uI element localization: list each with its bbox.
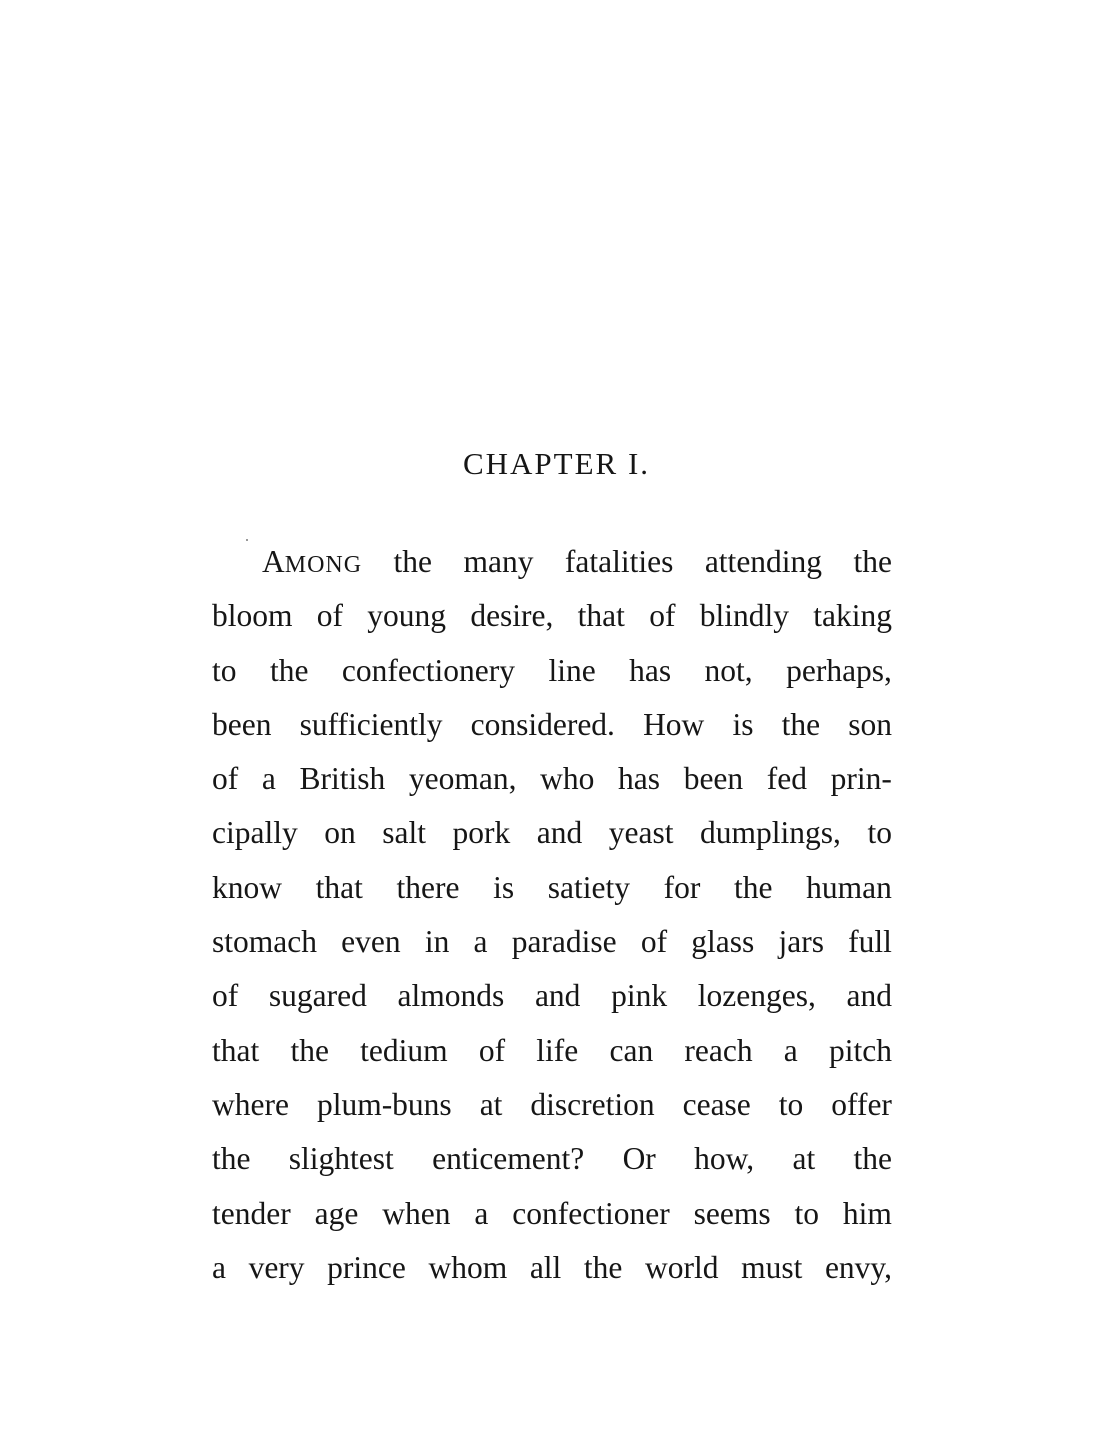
word: where bbox=[212, 1086, 289, 1122]
word: slightest bbox=[288, 1141, 394, 1177]
word: taking bbox=[813, 598, 892, 634]
word: the bbox=[853, 1141, 892, 1177]
word: considered. bbox=[470, 706, 615, 742]
word: been bbox=[212, 706, 272, 742]
word: the bbox=[781, 706, 821, 742]
word: attending bbox=[704, 544, 823, 579]
word: seems bbox=[693, 1195, 771, 1231]
word: blindly bbox=[699, 598, 789, 634]
word: been bbox=[683, 761, 744, 797]
word: young bbox=[367, 598, 447, 634]
word: of bbox=[640, 924, 668, 960]
word: offer bbox=[831, 1086, 892, 1122]
word: plum-buns bbox=[316, 1086, 452, 1122]
word: that bbox=[315, 869, 363, 905]
word: the bbox=[734, 869, 773, 905]
opening-word bbox=[262, 535, 362, 589]
word: perhaps, bbox=[786, 652, 892, 688]
word: satiety bbox=[547, 869, 631, 905]
opening-initial: A bbox=[262, 544, 285, 579]
word: not, bbox=[704, 652, 753, 688]
word: the bbox=[269, 652, 309, 688]
word: prince bbox=[327, 1249, 406, 1285]
text-line bbox=[212, 861, 892, 915]
word: life bbox=[536, 1032, 579, 1068]
word: has bbox=[618, 761, 661, 797]
word: pitch bbox=[828, 1032, 892, 1068]
word: how, bbox=[694, 1141, 755, 1177]
word: tender bbox=[212, 1195, 291, 1231]
word: prin- bbox=[830, 761, 892, 797]
word: yeoman, bbox=[408, 761, 517, 797]
word: and bbox=[536, 815, 583, 851]
word: British bbox=[299, 761, 386, 797]
word: that bbox=[212, 1032, 260, 1068]
word: a bbox=[473, 924, 488, 960]
word: on bbox=[324, 815, 356, 851]
word: son bbox=[848, 706, 892, 742]
text-line bbox=[212, 644, 892, 698]
opening-small-caps: MONG bbox=[284, 552, 363, 578]
word: paradise bbox=[511, 924, 617, 960]
word: desire, bbox=[470, 598, 554, 634]
word: the bbox=[212, 1141, 251, 1177]
word: him bbox=[842, 1195, 892, 1231]
word: a bbox=[474, 1195, 489, 1231]
word: bloom bbox=[212, 598, 293, 634]
word: the bbox=[290, 1032, 329, 1068]
word: Or bbox=[622, 1141, 656, 1177]
word: of bbox=[649, 598, 676, 634]
text-line bbox=[212, 589, 892, 643]
word: know bbox=[212, 869, 282, 905]
word: must bbox=[741, 1249, 803, 1285]
word: of bbox=[212, 761, 239, 797]
word: for bbox=[663, 869, 701, 905]
text-line bbox=[212, 915, 892, 969]
word: sufficiently bbox=[299, 706, 443, 742]
word: whom bbox=[428, 1249, 508, 1285]
word: pork bbox=[452, 815, 511, 851]
word: confectioner bbox=[512, 1195, 670, 1231]
word: is bbox=[493, 869, 515, 905]
text-line bbox=[212, 698, 892, 752]
word: very bbox=[248, 1249, 305, 1285]
word: the bbox=[583, 1249, 623, 1285]
word: cease bbox=[682, 1086, 751, 1122]
text-line bbox=[212, 1078, 892, 1132]
word: at bbox=[479, 1086, 503, 1122]
word: to bbox=[212, 652, 237, 688]
word: of bbox=[478, 1032, 506, 1068]
word: discretion bbox=[530, 1086, 655, 1122]
word: world bbox=[644, 1249, 719, 1285]
word: envy, bbox=[824, 1249, 892, 1285]
word: human bbox=[806, 869, 892, 905]
word: that bbox=[577, 598, 625, 634]
word: glass bbox=[691, 924, 755, 960]
word: a bbox=[261, 761, 276, 797]
text-line bbox=[212, 1024, 892, 1078]
word: even bbox=[341, 924, 401, 960]
word: there bbox=[396, 869, 460, 905]
word: confectionery bbox=[341, 652, 516, 688]
word: fed bbox=[766, 761, 808, 797]
word: at bbox=[792, 1141, 816, 1177]
word: many bbox=[463, 544, 534, 579]
word: can bbox=[609, 1032, 654, 1068]
chapter-heading: CHAPTER I. bbox=[462, 446, 651, 481]
word: yeast bbox=[608, 815, 674, 851]
word: who bbox=[540, 761, 595, 797]
word: all bbox=[529, 1249, 562, 1285]
word: age bbox=[314, 1195, 359, 1231]
text-line bbox=[212, 535, 892, 589]
word: pink bbox=[611, 978, 668, 1014]
word: dumplings, bbox=[700, 815, 841, 851]
word: jars bbox=[778, 924, 824, 960]
word: enticement? bbox=[432, 1141, 585, 1177]
text-line bbox=[212, 1187, 892, 1241]
text-line bbox=[212, 752, 892, 806]
word: when bbox=[382, 1195, 451, 1231]
word: in bbox=[424, 924, 450, 960]
word: lozenges, bbox=[697, 978, 816, 1014]
word: reach bbox=[684, 1032, 753, 1068]
word: has bbox=[629, 652, 672, 688]
word: sugared bbox=[268, 978, 367, 1014]
word: the bbox=[393, 544, 433, 579]
word: to bbox=[867, 815, 892, 851]
word: cipally bbox=[212, 815, 298, 851]
word: full bbox=[848, 924, 892, 960]
word: a bbox=[783, 1032, 798, 1068]
text-line bbox=[212, 806, 892, 860]
word: tedium bbox=[360, 1032, 448, 1068]
word: to bbox=[778, 1086, 804, 1122]
word: stomach bbox=[212, 924, 317, 960]
text-line bbox=[212, 969, 892, 1023]
word: almonds bbox=[397, 978, 505, 1014]
word: is bbox=[732, 706, 754, 742]
word: line bbox=[548, 652, 596, 688]
word: and bbox=[534, 978, 581, 1014]
text-line bbox=[212, 1132, 892, 1186]
word: salt bbox=[382, 815, 426, 851]
word: of bbox=[316, 598, 344, 634]
word: How bbox=[643, 706, 705, 742]
chapter-body bbox=[212, 535, 892, 1295]
word: to bbox=[794, 1195, 820, 1231]
word: a bbox=[212, 1249, 226, 1285]
word: and bbox=[846, 978, 892, 1014]
text-line bbox=[212, 1241, 892, 1295]
word: the bbox=[853, 544, 892, 579]
word: of bbox=[212, 978, 239, 1014]
word: fatalities bbox=[564, 544, 674, 579]
